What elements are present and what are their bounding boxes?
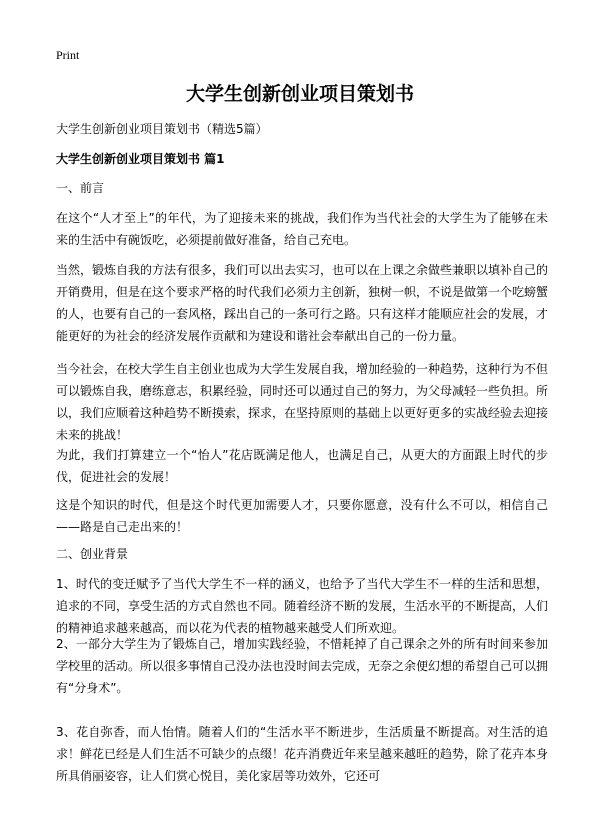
- heading-background: 二、创业背景: [56, 547, 129, 561]
- document-subtitle: 大学生创新创业项目策划书（精选5篇）: [56, 122, 268, 136]
- paragraph: 当然，锻炼自我的方法有很多，我们可以出去实习，也可以在上课之余做些兼职以填补自己的开销费用，但是在这个要求严格的时代我们必须力主创新，独树一帜，不说是做第一个吃螃蟹的人，也要有自己的一套风格，踩出自己的一条可行之路。只有这样才能顺应社会的发展，才能更好的为社会的经济发展作贡献和为建设和谐社会奉献出自己的一份力量。: [56, 263, 549, 343]
- paragraph: 这是个知识的时代，但是这个时代更加需要人才，只要你愿意，没有什么不可以，相信自己——路是自己走出来的！: [56, 498, 548, 534]
- paragraph: 在这个“人才至上”的年代，为了迎接未来的挑战，我们作为当代社会的大学生为了能够在未来的生活中有碗饭吃，必须提前做好准备，给自己充电。: [56, 211, 548, 247]
- paragraph: 当今社会，在校大学生自主创业也成为大学生发展自我，增加经验的一种趋势，这种行为不但可以锻炼自我，磨练意志，积累经验，同时还可以通过自己的努力，为父母减轻一些负担。所以，我们应顺着这种趋势不断摸索，探求，在坚持原则的基础上以更好更多的实战经验去迎接未来的挑战！: [56, 362, 549, 442]
- heading-preface: 一、前言: [56, 181, 105, 195]
- paragraph: 2、一部分大学生为了锻炼自己，增加实践经验，不惜耗掉了自己课余之外的所有时间来参加学校里的活动。所以很多事情自己没办法也没时间去完成，无奈之余便幻想的希望自己可以拥有“分身术”。: [56, 637, 549, 695]
- document-title: 大学生创新创业项目策划书: [185, 83, 414, 105]
- print-link[interactable]: Print: [56, 48, 80, 62]
- section-heading: 大学生创新创业项目策划书 篇1: [56, 152, 225, 166]
- paragraph: 为此，我们打算建立一个“怡人”花店既满足他人，也满足自己，从更大的方面跟上时代的步伐，促进社会的发展！: [56, 448, 548, 484]
- paragraph: 1、时代的变迁赋予了当代大学生不一样的涵义，也给予了当代大学生不一样的生活和思想，追求的不同，享受生活的方式自然也不同。随着经济不断的发展，生活水平的不断提高，人们的精神追求越来越高，而以花为代表的植物越来越受人们所欢迎。: [56, 577, 549, 635]
- paragraph: 3、花自弥香，而人怡情。随着人们的“生活水平不断进步，生活质量不断提高。对生活的追求！鲜花已经是人们生活不可缺少的点缀！花卉消费近年来呈越来越旺的趋势，除了花卉本身所具俏丽姿容，让人们赏心悦目，美化家居等功效外，它还可: [56, 725, 549, 783]
